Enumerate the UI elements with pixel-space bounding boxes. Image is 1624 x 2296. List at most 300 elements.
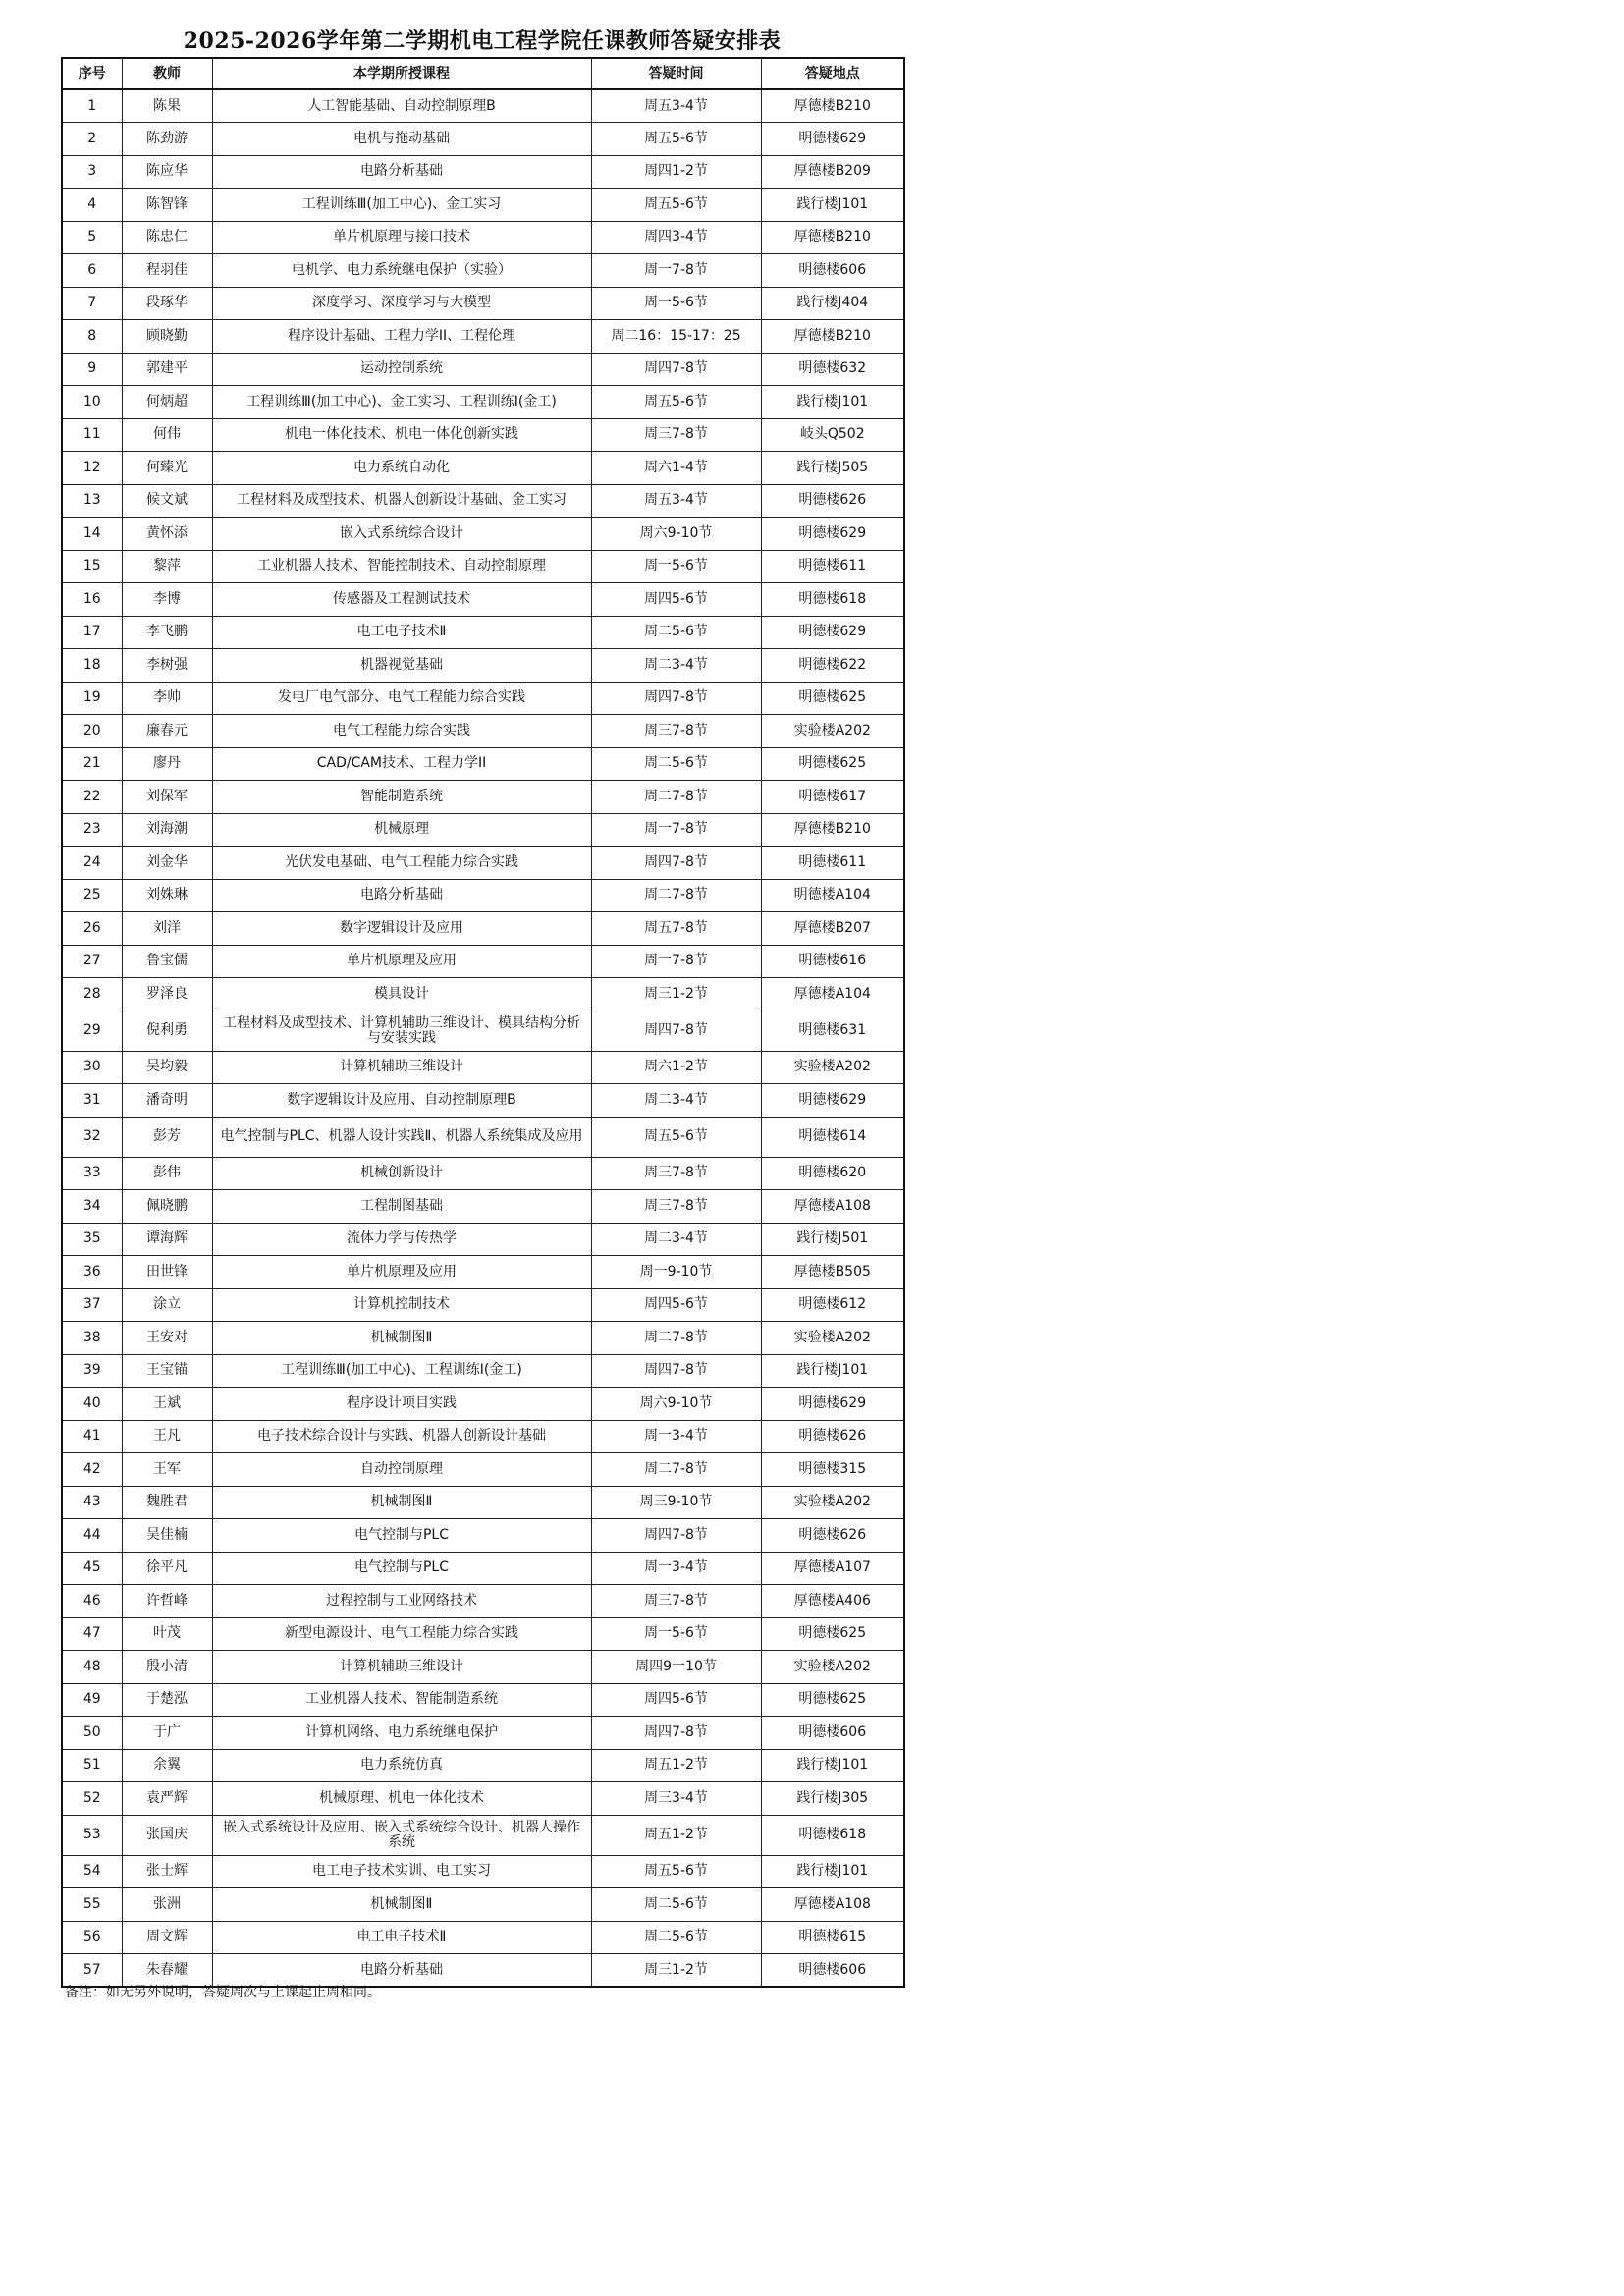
row-index: 31 <box>62 1084 122 1118</box>
table-row <box>62 715 904 748</box>
course-list: 电气工程能力综合实践 <box>212 715 591 748</box>
course-list: 光伏发电基础、电气工程能力综合实践 <box>212 847 591 880</box>
teacher-name: 魏胜君 <box>122 1486 212 1519</box>
course-list: 电气控制与PLC、机器人设计实践Ⅱ、机器人系统集成及应用 <box>212 1117 591 1157</box>
table-row <box>62 386 904 419</box>
qa-location: 厚德楼B207 <box>761 912 904 946</box>
qa-location: 践行楼J305 <box>761 1782 904 1816</box>
course-list: 电工电子技术Ⅱ <box>212 616 591 649</box>
teacher-name: 刘海潮 <box>122 813 212 847</box>
course-list: 运动控制系统 <box>212 353 591 386</box>
row-index: 34 <box>62 1190 122 1224</box>
qa-time: 周五1-2节 <box>591 1815 761 1855</box>
table-row <box>62 1888 904 1922</box>
teacher-name: 田世锋 <box>122 1256 212 1289</box>
qa-location: 厚德楼B505 <box>761 1256 904 1289</box>
qa-time: 周二7-8节 <box>591 1322 761 1355</box>
table-row <box>62 1749 904 1782</box>
row-index: 38 <box>62 1322 122 1355</box>
qa-location: 明德楼629 <box>761 1084 904 1118</box>
table-row <box>62 583 904 617</box>
table-row <box>62 1585 904 1618</box>
qa-location: 实验楼A202 <box>761 1486 904 1519</box>
qa-time: 周四7-8节 <box>591 847 761 880</box>
teacher-name: 张洲 <box>122 1888 212 1922</box>
teacher-name: 陈智锋 <box>122 189 212 222</box>
course-list: 机械制图Ⅱ <box>212 1486 591 1519</box>
row-index: 13 <box>62 484 122 518</box>
qa-time: 周六1-4节 <box>591 452 761 485</box>
qa-time: 周三7-8节 <box>591 1190 761 1224</box>
table-row <box>62 978 904 1011</box>
course-list: 计算机控制技术 <box>212 1288 591 1322</box>
row-index: 54 <box>62 1855 122 1888</box>
teacher-name: 陈劲游 <box>122 123 212 156</box>
qa-time: 周一7-8节 <box>591 254 761 288</box>
teacher-name: 鲁宝儒 <box>122 945 212 978</box>
teacher-name: 李博 <box>122 583 212 617</box>
teacher-name: 顾晓勤 <box>122 320 212 354</box>
teacher-name: 张士辉 <box>122 1855 212 1888</box>
qa-location: 岐头Q502 <box>761 418 904 452</box>
row-index: 44 <box>62 1519 122 1553</box>
qa-location: 明德楼611 <box>761 550 904 583</box>
table-row <box>62 418 904 452</box>
table-row <box>62 1084 904 1118</box>
header-teacher: 教师 <box>122 58 212 89</box>
row-index: 48 <box>62 1651 122 1684</box>
course-list: 机电一体化技术、机电一体化创新实践 <box>212 418 591 452</box>
table-row <box>62 353 904 386</box>
qa-time: 周三7-8节 <box>591 1585 761 1618</box>
teacher-name: 王军 <box>122 1453 212 1487</box>
course-list: 嵌入式系统综合设计 <box>212 518 591 551</box>
course-list: 电路分析基础 <box>212 155 591 189</box>
row-index: 36 <box>62 1256 122 1289</box>
qa-location: 厚德楼B210 <box>761 320 904 354</box>
table-row <box>62 1453 904 1487</box>
course-list: 电路分析基础 <box>212 879 591 912</box>
course-list: 计算机网络、电力系统继电保护 <box>212 1717 591 1750</box>
teacher-name: 张国庆 <box>122 1815 212 1855</box>
row-index: 8 <box>62 320 122 354</box>
course-list: 工业机器人技术、智能制造系统 <box>212 1683 591 1717</box>
row-index: 10 <box>62 386 122 419</box>
course-list: 数字逻辑设计及应用、自动控制原理B <box>212 1084 591 1118</box>
qa-time: 周四9一10节 <box>591 1651 761 1684</box>
qa-time: 周三7-8节 <box>591 418 761 452</box>
course-list: 工程材料及成型技术、计算机辅助三维设计、模具结构分析与安装实践 <box>212 1011 591 1051</box>
qa-time: 周二5-6节 <box>591 747 761 781</box>
course-list: 电力系统自动化 <box>212 452 591 485</box>
row-index: 6 <box>62 254 122 288</box>
page-title: 2025-2026学年第二学期机电工程学院任课教师答疑安排表 <box>183 28 782 54</box>
row-index: 56 <box>62 1921 122 1954</box>
qa-location: 实验楼A202 <box>761 1051 904 1084</box>
table-row <box>62 1223 904 1256</box>
header-course: 本学期所授课程 <box>212 58 591 89</box>
qa-location: 厚德楼B210 <box>761 813 904 847</box>
qa-time: 周六9-10节 <box>591 1388 761 1421</box>
teacher-name: 周文辉 <box>122 1921 212 1954</box>
row-index: 41 <box>62 1420 122 1453</box>
teacher-name: 彭芳 <box>122 1117 212 1157</box>
table-row <box>62 1921 904 1954</box>
qa-time: 周三1-2节 <box>591 978 761 1011</box>
table-row <box>62 254 904 288</box>
qa-location: 厚德楼A406 <box>761 1585 904 1618</box>
qa-location: 践行楼J505 <box>761 452 904 485</box>
row-index: 53 <box>62 1815 122 1855</box>
qa-time: 周四7-8节 <box>591 682 761 715</box>
course-list: 机械原理 <box>212 813 591 847</box>
header-time: 答疑时间 <box>591 58 761 89</box>
teacher-name: 罗泽良 <box>122 978 212 1011</box>
row-index: 45 <box>62 1552 122 1585</box>
qa-time: 周二5-6节 <box>591 1888 761 1922</box>
row-index: 21 <box>62 747 122 781</box>
course-list: 工程材料及成型技术、机器人创新设计基础、金工实习 <box>212 484 591 518</box>
table-row <box>62 813 904 847</box>
course-list: 自动控制原理 <box>212 1453 591 1487</box>
teacher-name: 王宝锚 <box>122 1354 212 1388</box>
qa-time: 周五7-8节 <box>591 912 761 946</box>
row-index: 3 <box>62 155 122 189</box>
qa-time: 周一5-6节 <box>591 287 761 320</box>
course-list: 工程训练Ⅲ(加工中心)、工程训练Ⅰ(金工) <box>212 1354 591 1388</box>
table-row <box>62 1322 904 1355</box>
course-list: 嵌入式系统设计及应用、嵌入式系统综合设计、机器人操作系统 <box>212 1815 591 1855</box>
table-row <box>62 123 904 156</box>
teacher-name: 陈忠仁 <box>122 221 212 254</box>
row-index: 52 <box>62 1782 122 1816</box>
qa-time: 周二7-8节 <box>591 1453 761 1487</box>
teacher-name: 段琢华 <box>122 287 212 320</box>
teacher-name: 陈应华 <box>122 155 212 189</box>
row-index: 47 <box>62 1617 122 1651</box>
table-row <box>62 89 904 123</box>
qa-location: 明德楼615 <box>761 1921 904 1954</box>
row-index: 30 <box>62 1051 122 1084</box>
table-row <box>62 649 904 683</box>
qa-time: 周五3-4节 <box>591 89 761 123</box>
teacher-name: 李树强 <box>122 649 212 683</box>
table-row <box>62 1157 904 1190</box>
course-list: 电机学、电力系统继电保护（实验） <box>212 254 591 288</box>
row-index: 14 <box>62 518 122 551</box>
qa-location: 践行楼J101 <box>761 1354 904 1388</box>
teacher-name: 李帅 <box>122 682 212 715</box>
qa-time: 周一5-6节 <box>591 1617 761 1651</box>
qa-time: 周五3-4节 <box>591 484 761 518</box>
table-row <box>62 847 904 880</box>
teacher-name: 廖丹 <box>122 747 212 781</box>
row-index: 16 <box>62 583 122 617</box>
qa-location: 明德楼618 <box>761 1815 904 1855</box>
course-list: 工程制图基础 <box>212 1190 591 1224</box>
qa-location: 厚德楼B210 <box>761 89 904 123</box>
qa-location: 明德楼612 <box>761 1288 904 1322</box>
teacher-name: 刘保军 <box>122 781 212 814</box>
row-index: 42 <box>62 1453 122 1487</box>
table-row <box>62 1651 904 1684</box>
table-row <box>62 1519 904 1553</box>
course-list: 单片机原理与接口技术 <box>212 221 591 254</box>
course-list: 计算机辅助三维设计 <box>212 1051 591 1084</box>
course-list: CAD/CAM技术、工程力学II <box>212 747 591 781</box>
qa-location: 明德楼629 <box>761 123 904 156</box>
teacher-name: 何伟 <box>122 418 212 452</box>
course-list: 电工电子技术Ⅱ <box>212 1921 591 1954</box>
course-list: 单片机原理及应用 <box>212 1256 591 1289</box>
course-list: 智能制造系统 <box>212 781 591 814</box>
qa-time: 周三7-8节 <box>591 715 761 748</box>
table-row <box>62 1011 904 1051</box>
teacher-name: 刘金华 <box>122 847 212 880</box>
course-list: 过程控制与工业网络技术 <box>212 1585 591 1618</box>
qa-time: 周四3-4节 <box>591 221 761 254</box>
qa-time: 周四5-6节 <box>591 1683 761 1717</box>
course-list: 电气控制与PLC <box>212 1552 591 1585</box>
qa-time: 周一7-8节 <box>591 813 761 847</box>
table-row <box>62 781 904 814</box>
table-row <box>62 1420 904 1453</box>
row-index: 46 <box>62 1585 122 1618</box>
qa-location: 实验楼A202 <box>761 715 904 748</box>
course-list: 计算机辅助三维设计 <box>212 1651 591 1684</box>
teacher-name: 徐平凡 <box>122 1552 212 1585</box>
table-row <box>62 1117 904 1157</box>
row-index: 35 <box>62 1223 122 1256</box>
table-body <box>62 89 904 1987</box>
teacher-name: 谭海辉 <box>122 1223 212 1256</box>
teacher-name: 王斌 <box>122 1388 212 1421</box>
qa-time: 周二7-8节 <box>591 781 761 814</box>
qa-location: 践行楼J101 <box>761 1855 904 1888</box>
qa-time: 周五5-6节 <box>591 189 761 222</box>
qa-location: 践行楼J101 <box>761 1749 904 1782</box>
course-list: 电工电子技术实训、电工实习 <box>212 1855 591 1888</box>
table-row <box>62 221 904 254</box>
qa-time: 周二16：15-17：25 <box>591 320 761 354</box>
row-index: 20 <box>62 715 122 748</box>
teacher-name: 余翼 <box>122 1749 212 1782</box>
row-index: 49 <box>62 1683 122 1717</box>
row-index: 9 <box>62 353 122 386</box>
table-row <box>62 616 904 649</box>
qa-location: 明德楼629 <box>761 1388 904 1421</box>
table-row <box>62 155 904 189</box>
qa-location: 明德楼625 <box>761 747 904 781</box>
qa-time: 周六9-10节 <box>591 518 761 551</box>
table-row <box>62 747 904 781</box>
course-list: 机器视觉基础 <box>212 649 591 683</box>
course-list: 传感器及工程测试技术 <box>212 583 591 617</box>
course-list: 数字逻辑设计及应用 <box>212 912 591 946</box>
row-index: 26 <box>62 912 122 946</box>
qa-location: 践行楼J101 <box>761 386 904 419</box>
qa-location: 厚德楼B210 <box>761 221 904 254</box>
course-list: 机械制图Ⅱ <box>212 1322 591 1355</box>
course-list: 单片机原理及应用 <box>212 945 591 978</box>
row-index: 55 <box>62 1888 122 1922</box>
course-list: 电子技术综合设计与实践、机器人创新设计基础 <box>212 1420 591 1453</box>
qa-location: 明德楼629 <box>761 518 904 551</box>
qa-location: 践行楼J101 <box>761 189 904 222</box>
teacher-name: 彭伟 <box>122 1157 212 1190</box>
course-list: 程序设计基础、工程力学II、工程伦理 <box>212 320 591 354</box>
teacher-name: 何炳超 <box>122 386 212 419</box>
course-list: 深度学习、深度学习与大模型 <box>212 287 591 320</box>
row-index: 43 <box>62 1486 122 1519</box>
qa-location: 明德楼611 <box>761 847 904 880</box>
teacher-name: 何臻光 <box>122 452 212 485</box>
table-row <box>62 1782 904 1816</box>
table-row <box>62 1388 904 1421</box>
header-location: 答疑地点 <box>761 58 904 89</box>
qa-time: 周二7-8节 <box>591 879 761 912</box>
teacher-name: 刘姝琳 <box>122 879 212 912</box>
teacher-name: 黄怀添 <box>122 518 212 551</box>
qa-location: 明德楼632 <box>761 353 904 386</box>
qa-time: 周一5-6节 <box>591 550 761 583</box>
teacher-name: 王凡 <box>122 1420 212 1453</box>
course-list: 新型电源设计、电气工程能力综合实践 <box>212 1617 591 1651</box>
row-index: 18 <box>62 649 122 683</box>
table-row <box>62 1617 904 1651</box>
qa-location: 厚德楼A107 <box>761 1552 904 1585</box>
qa-time: 周四1-2节 <box>591 155 761 189</box>
qa-location: 实验楼A202 <box>761 1322 904 1355</box>
qa-time: 周四7-8节 <box>591 1519 761 1553</box>
row-index: 15 <box>62 550 122 583</box>
teacher-name: 倪利勇 <box>122 1011 212 1051</box>
qa-location: 践行楼J501 <box>761 1223 904 1256</box>
row-index: 39 <box>62 1354 122 1388</box>
teacher-name: 吴均毅 <box>122 1051 212 1084</box>
qa-location: 践行楼J404 <box>761 287 904 320</box>
footnote: 备注：如无另外说明，答疑周次与上课起止周相同。 <box>65 1985 381 2000</box>
table-row <box>62 452 904 485</box>
course-list: 机械创新设计 <box>212 1157 591 1190</box>
teacher-name: 袁严辉 <box>122 1782 212 1816</box>
teacher-name: 程羽佳 <box>122 254 212 288</box>
row-index: 12 <box>62 452 122 485</box>
teacher-name: 于楚泓 <box>122 1683 212 1717</box>
row-index: 7 <box>62 287 122 320</box>
course-list: 人工智能基础、自动控制原理B <box>212 89 591 123</box>
row-index: 23 <box>62 813 122 847</box>
qa-time: 周五1-2节 <box>591 1749 761 1782</box>
qa-time: 周二5-6节 <box>591 616 761 649</box>
course-list: 程序设计项目实践 <box>212 1388 591 1421</box>
teacher-name: 黎萍 <box>122 550 212 583</box>
course-list: 机械制图Ⅱ <box>212 1888 591 1922</box>
qa-location: 明德楼620 <box>761 1157 904 1190</box>
course-list: 发电厂电气部分、电气工程能力综合实践 <box>212 682 591 715</box>
qa-location: 明德楼629 <box>761 616 904 649</box>
course-list: 工程训练Ⅲ(加工中心)、金工实习 <box>212 189 591 222</box>
teacher-name: 廉春元 <box>122 715 212 748</box>
course-list: 工程训练Ⅲ(加工中心)、金工实习、工程训练Ⅰ(金工) <box>212 386 591 419</box>
course-list: 工业机器人技术、智能控制技术、自动控制原理 <box>212 550 591 583</box>
teacher-name: 候文斌 <box>122 484 212 518</box>
schedule-table <box>61 57 905 1988</box>
qa-location: 厚德楼B209 <box>761 155 904 189</box>
qa-location: 明德楼626 <box>761 1420 904 1453</box>
qa-time: 周四5-6节 <box>591 1288 761 1322</box>
teacher-name: 郭建平 <box>122 353 212 386</box>
course-list: 电力系统仿真 <box>212 1749 591 1782</box>
row-index: 28 <box>62 978 122 1011</box>
qa-time: 周五5-6节 <box>591 1855 761 1888</box>
qa-time: 周四7-8节 <box>591 353 761 386</box>
table-row <box>62 1051 904 1084</box>
qa-time: 周五5-6节 <box>591 386 761 419</box>
row-index: 1 <box>62 89 122 123</box>
qa-time: 周一7-8节 <box>591 945 761 978</box>
row-index: 5 <box>62 221 122 254</box>
qa-location: 明德楼625 <box>761 1683 904 1717</box>
table-row <box>62 320 904 354</box>
teacher-name: 佩晓鹏 <box>122 1190 212 1224</box>
qa-time: 周六1-2节 <box>591 1051 761 1084</box>
teacher-name: 叶茂 <box>122 1617 212 1651</box>
row-index: 2 <box>62 123 122 156</box>
qa-location: 明德楼315 <box>761 1453 904 1487</box>
teacher-name: 潘奇明 <box>122 1084 212 1118</box>
qa-location: 明德楼606 <box>761 1717 904 1750</box>
row-index: 50 <box>62 1717 122 1750</box>
row-index: 33 <box>62 1157 122 1190</box>
qa-time: 周三7-8节 <box>591 1157 761 1190</box>
qa-location: 明德楼631 <box>761 1011 904 1051</box>
course-list: 电机与拖动基础 <box>212 123 591 156</box>
teacher-name: 陈果 <box>122 89 212 123</box>
row-index: 25 <box>62 879 122 912</box>
qa-location: 明德楼625 <box>761 1617 904 1651</box>
teacher-name: 李飞鹏 <box>122 616 212 649</box>
table-row <box>62 287 904 320</box>
row-index: 32 <box>62 1117 122 1157</box>
row-index: 17 <box>62 616 122 649</box>
teacher-name: 刘洋 <box>122 912 212 946</box>
table-row <box>62 1486 904 1519</box>
qa-time: 周一3-4节 <box>591 1552 761 1585</box>
course-list: 电气控制与PLC <box>212 1519 591 1553</box>
qa-time: 周四5-6节 <box>591 583 761 617</box>
table-row <box>62 1815 904 1855</box>
teacher-name: 涂立 <box>122 1288 212 1322</box>
qa-time: 周四7-8节 <box>591 1717 761 1750</box>
table-row <box>62 1256 904 1289</box>
qa-time: 周二3-4节 <box>591 649 761 683</box>
row-index: 4 <box>62 189 122 222</box>
qa-time: 周二3-4节 <box>591 1223 761 1256</box>
qa-time: 周五5-6节 <box>591 1117 761 1157</box>
table-row <box>62 879 904 912</box>
row-index: 29 <box>62 1011 122 1051</box>
row-index: 37 <box>62 1288 122 1322</box>
qa-location: 明德楼614 <box>761 1117 904 1157</box>
qa-location: 明德楼618 <box>761 583 904 617</box>
table-row <box>62 1855 904 1888</box>
table-row <box>62 682 904 715</box>
table-row <box>62 189 904 222</box>
qa-location: 明德楼626 <box>761 1519 904 1553</box>
table-row <box>62 1354 904 1388</box>
qa-time: 周一3-4节 <box>591 1420 761 1453</box>
